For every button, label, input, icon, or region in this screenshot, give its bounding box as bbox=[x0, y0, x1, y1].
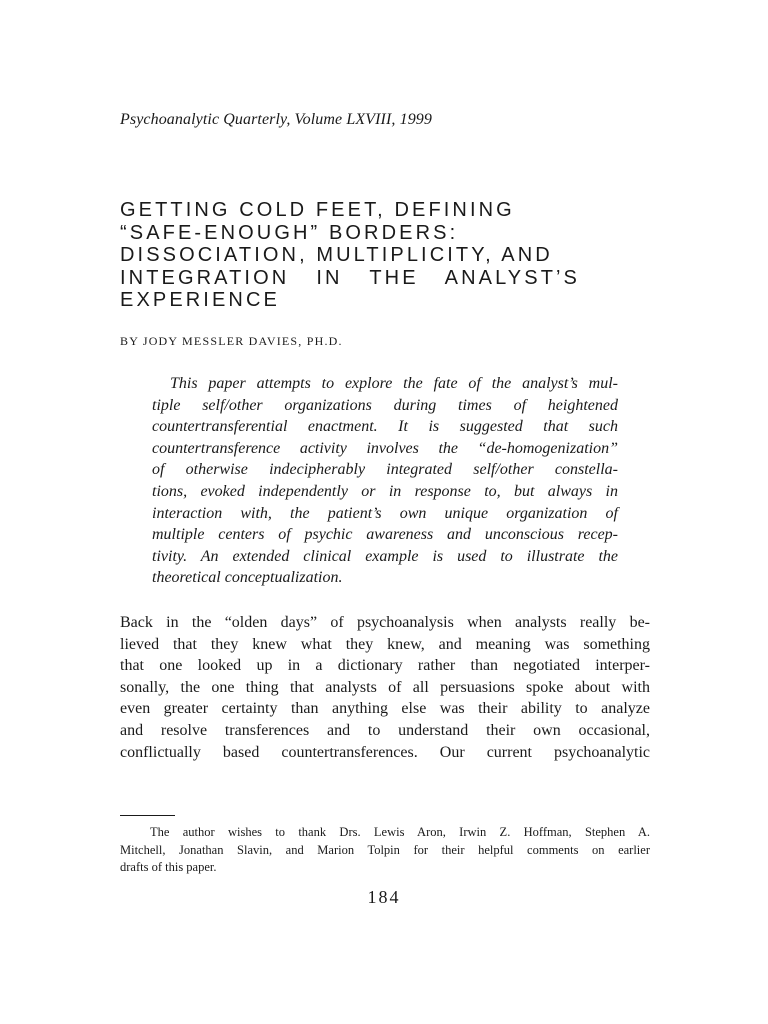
title-line: DISSOCIATION, MULTIPLICITY, AND bbox=[120, 244, 553, 266]
body-line: conflictually based countertransferences. Our current psychoanalytic bbox=[120, 743, 650, 761]
body-paragraph bbox=[120, 612, 650, 763]
abstract-line: interaction with, the patient’s own unique organization of bbox=[152, 504, 618, 522]
author-byline: BY JODY MESSLER DAVIES, PH.D. bbox=[120, 334, 343, 348]
title-line: INTEGRATION IN THE ANALYST’S bbox=[120, 266, 580, 289]
body-line: Back in the “olden days” of psychoanalysis when analysts really be- bbox=[120, 614, 650, 631]
footnote-line: The author wishes to thank Drs. Lewis Aron, Irwin Z. Hoffman, Stephen A. bbox=[150, 825, 650, 839]
title-line: “SAFE-ENOUGH” BORDERS: bbox=[120, 221, 459, 244]
abstract-line: tiple self/other organizations during times of heightened bbox=[152, 396, 618, 414]
footnote bbox=[120, 824, 650, 877]
abstract-line: countertransference activity involves the “de-homogenization” bbox=[152, 439, 618, 457]
article-title bbox=[120, 199, 580, 312]
title-line: GETTING COLD FEET, DEFINING bbox=[120, 199, 515, 221]
body-line: that one looked up in a dictionary rather than negotiated interper- bbox=[120, 657, 650, 675]
abstract bbox=[152, 373, 618, 589]
body-line: sonally, the one thing that analysts of all persuasions spoke about with bbox=[120, 678, 650, 696]
body-line: lieved that they knew what they knew, and meaning was something bbox=[120, 635, 650, 653]
footnote-line: Mitchell, Jonathan Slavin, and Marion Tolpin for their helpful comments on earlier bbox=[120, 842, 650, 857]
abstract-line: tivity. An extended clinical example is used to illustrate the bbox=[152, 547, 618, 565]
page-number: 184 bbox=[367, 887, 401, 907]
footnote-line: drafts of this paper. bbox=[120, 860, 217, 874]
footnote-divider bbox=[120, 815, 175, 816]
body-line: even greater certainty than anything else was their ability to analyze bbox=[120, 700, 650, 718]
running-head: Psychoanalytic Quarterly, Volume LXVIII, 1999 bbox=[120, 111, 432, 128]
abstract-line: countertransferential enactment. It is suggested that such bbox=[152, 418, 618, 436]
body-line: and resolve transferences and to understand their own occasional, bbox=[120, 721, 650, 739]
abstract-line: theoretical conceptualization. bbox=[152, 569, 343, 587]
abstract-line: multiple centers of psychic awareness and unconscious recep- bbox=[152, 526, 618, 544]
title-line: EXPERIENCE bbox=[120, 289, 280, 311]
abstract-line: tions, evoked independently or in response to, but always in bbox=[152, 482, 618, 500]
abstract-line: of otherwise indecipherably integrated self/other constella- bbox=[152, 461, 618, 479]
abstract-line: This paper attempts to explore the fate of the analyst’s mul- bbox=[170, 375, 618, 392]
